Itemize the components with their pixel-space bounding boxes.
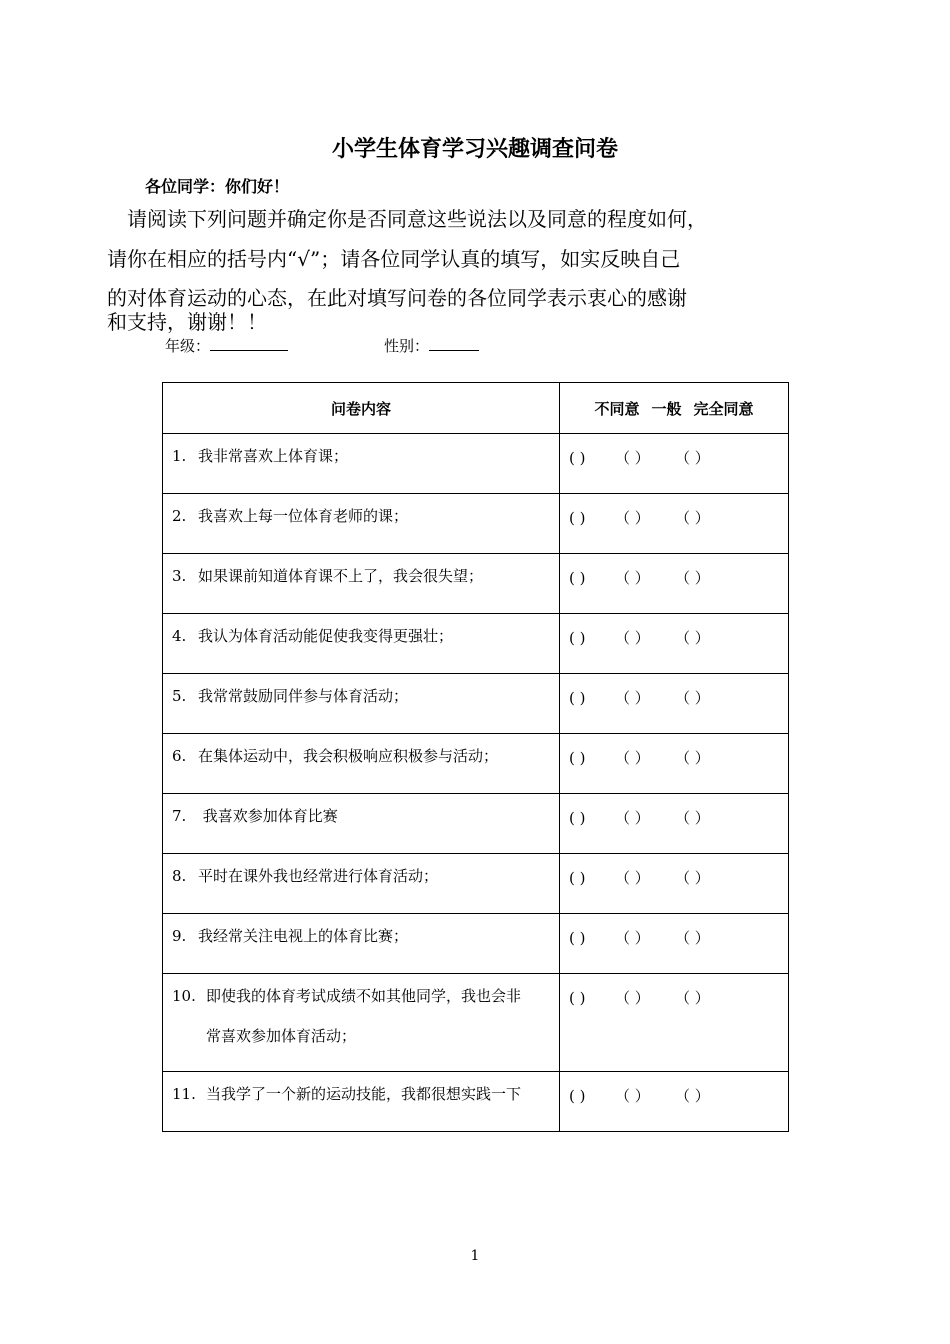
option-agree[interactable]: （ ）: [675, 569, 710, 587]
question-number: 3.: [172, 567, 187, 585]
question-cell: [163, 494, 560, 554]
question-text: 如果课前知道体育课不上了，我会很失望；: [198, 567, 484, 585]
option-neutral[interactable]: （ ）: [615, 749, 650, 767]
gender-blank[interactable]: [429, 334, 479, 351]
option-neutral[interactable]: （ ）: [615, 689, 650, 707]
question-number: 8.: [172, 867, 187, 885]
option-neutral[interactable]: （ ）: [615, 809, 650, 827]
table-row: [163, 734, 789, 794]
answer-cell: [560, 494, 789, 554]
answer-cell: [560, 974, 789, 1072]
question-text: 我经常关注电视上的体育比赛；: [198, 927, 409, 945]
option-agree[interactable]: （ ）: [675, 929, 710, 947]
option-disagree[interactable]: ( ): [569, 689, 586, 707]
option-agree[interactable]: （ ）: [675, 989, 710, 1007]
answer-cell: [560, 1072, 789, 1132]
option-neutral[interactable]: （ ）: [615, 929, 650, 947]
question-cell: [163, 674, 560, 734]
question-cell: [163, 734, 560, 794]
option-disagree[interactable]: ( ): [569, 749, 586, 767]
question-cell: [163, 854, 560, 914]
question-number: 5.: [172, 687, 187, 705]
grade-field: [165, 334, 288, 357]
option-agree[interactable]: （ ）: [675, 869, 710, 887]
answer-cell: [560, 734, 789, 794]
option-disagree[interactable]: ( ): [569, 1087, 586, 1105]
greeting: 各位同学：你们好！: [145, 177, 290, 196]
gender-field: [384, 334, 479, 357]
table-header-row: [163, 383, 789, 434]
table-row: [163, 494, 789, 554]
table-row: [163, 614, 789, 674]
answer-cell: [560, 674, 789, 734]
intro-line-1: 请阅读下列问题并确定你是否同意这些说法以及同意的程度如何，: [127, 207, 707, 231]
intro-line-3: 的对体育运动的心态，在此对填写问卷的各位同学表示衷心的感谢: [107, 286, 687, 310]
question-number: 10.: [172, 987, 196, 1005]
table-row: [163, 554, 789, 614]
answer-cell: [560, 854, 789, 914]
option-neutral[interactable]: （ ）: [615, 449, 650, 467]
option-disagree[interactable]: ( ): [569, 929, 586, 947]
option-disagree[interactable]: ( ): [569, 989, 586, 1007]
table-row: [163, 674, 789, 734]
option-neutral[interactable]: （ ）: [615, 629, 650, 647]
option-disagree[interactable]: ( ): [569, 629, 586, 647]
question-text-continued: 常喜欢参加体育活动；: [206, 1027, 357, 1045]
question-text: 当我学了一个新的运动技能，我都很想实践一下: [206, 1085, 522, 1103]
table-row: [163, 794, 789, 854]
gender-label: 性别：: [384, 337, 430, 355]
option-disagree[interactable]: ( ): [569, 569, 586, 587]
table-row: [163, 854, 789, 914]
question-cell: [163, 1072, 560, 1132]
option-agree[interactable]: （ ）: [675, 749, 710, 767]
answer-cell: [560, 554, 789, 614]
option-disagree[interactable]: ( ): [569, 869, 586, 887]
question-text: 我非常喜欢上体育课；: [198, 447, 349, 465]
question-text: 我认为体育活动能促使我变得更强壮；: [198, 627, 454, 645]
option-agree[interactable]: （ ）: [675, 509, 710, 527]
header-option-neutral: 一般: [651, 399, 682, 418]
question-text: 我常常鼓励同伴参与体育活动；: [198, 687, 409, 705]
option-disagree[interactable]: ( ): [569, 449, 586, 467]
question-cell: [163, 614, 560, 674]
option-neutral[interactable]: （ ）: [615, 509, 650, 527]
question-number: 11.: [172, 1085, 196, 1103]
question-number: 2.: [172, 507, 187, 525]
header-option-agree: 完全同意: [693, 399, 754, 418]
question-cell: [163, 554, 560, 614]
option-agree[interactable]: （ ）: [675, 689, 710, 707]
question-text: 我喜欢参加体育比赛: [198, 807, 338, 825]
option-agree[interactable]: （ ）: [675, 449, 710, 467]
survey-table: [162, 382, 789, 1132]
option-neutral[interactable]: （ ）: [615, 869, 650, 887]
option-disagree[interactable]: ( ): [569, 809, 586, 827]
question-number: 6.: [172, 747, 187, 765]
table-row: [163, 974, 789, 1072]
question-cell: [163, 974, 560, 1072]
header-content: 问卷内容: [163, 383, 560, 434]
option-neutral[interactable]: （ ）: [615, 569, 650, 587]
option-disagree[interactable]: ( ): [569, 509, 586, 527]
question-cell: [163, 914, 560, 974]
intro-line-2: 请你在相应的括号内“√”；请各位同学认真的填写，如实反映自己: [107, 247, 681, 271]
question-number: 9.: [172, 927, 187, 945]
question-cell: [163, 794, 560, 854]
question-text: 即使我的体育考试成绩不如其他同学，我也会非: [206, 987, 522, 1005]
answer-cell: [560, 914, 789, 974]
option-agree[interactable]: （ ）: [675, 809, 710, 827]
header-option-disagree: 不同意: [594, 399, 640, 418]
option-neutral[interactable]: （ ）: [615, 1087, 650, 1105]
question-number: 1.: [172, 447, 187, 465]
page-number: 1: [470, 1248, 480, 1264]
intro-line-4: 和支持，谢谢！！: [107, 310, 267, 334]
header-options: [560, 383, 789, 434]
question-text: 我喜欢上每一位体育老师的课；: [198, 507, 409, 525]
question-text: 平时在课外我也经常进行体育活动；: [198, 867, 439, 885]
table-row: [163, 434, 789, 494]
option-agree[interactable]: （ ）: [675, 1087, 710, 1105]
table-row: [163, 1072, 789, 1132]
question-number: 4.: [172, 627, 187, 645]
question-cell: [163, 434, 560, 494]
answer-cell: [560, 434, 789, 494]
answer-cell: [560, 794, 789, 854]
grade-label: 年级：: [165, 337, 211, 355]
page-title: 小学生体育学习兴趣调查问卷: [331, 137, 618, 162]
question-text: 在集体运动中，我会积极响应积极参与活动；: [198, 747, 499, 765]
question-number: 7.: [172, 807, 187, 825]
answer-cell: [560, 614, 789, 674]
option-neutral[interactable]: （ ）: [615, 989, 650, 1007]
table-row: [163, 914, 789, 974]
grade-blank[interactable]: [210, 334, 288, 351]
option-agree[interactable]: （ ）: [675, 629, 710, 647]
